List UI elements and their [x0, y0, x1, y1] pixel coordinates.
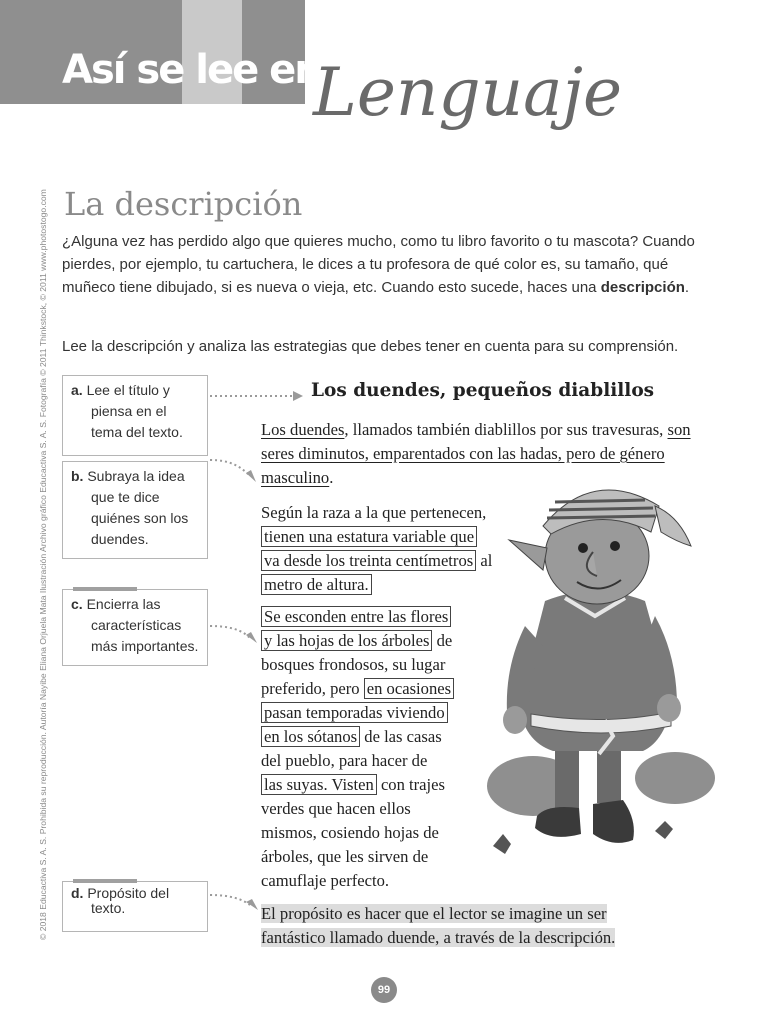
intro-bold-term: descripción [600, 279, 685, 296]
header-title-prefix: Así se lee en [62, 47, 321, 93]
header-title-script: Lenguaje [313, 54, 623, 131]
section-title: La descripción [64, 185, 303, 223]
step-c-tab [73, 587, 137, 591]
step-d-box: d. Propósito del texto. [62, 881, 208, 932]
arrow-b-icon [208, 456, 258, 486]
step-a-box: a. Lee el título y piensa en el tema del texto. [62, 375, 208, 456]
copyright-credit: © 2018 Educactiva S. A. S. Prohibida su reproducción. Autoría Nayibe Eliana Orjuela Mata Ilustración Archivo gráfico Educactiva S. A. S. Fotografía © 2011 Thinkstock, © 2011 www.photostogo.com [38, 189, 48, 940]
reading-paragraph-3: Se esconden entre las flores y las hojas de los árboles de bosques frondosos, su lugar preferido, pero en ocasiones pasan temporadas viviendo en los sótanos de las casas del pueblo, para hacer de las suyas. Visten con trajes verdes que hacen ellos mismos, cosiendo hojas de árboles, que les sirven de camuflaje perfecto. [261, 607, 453, 890]
step-d-tab [73, 879, 137, 883]
step-b-box: b. Subraya la idea que te dice quiénes son los duendes. [62, 461, 208, 559]
arrow-c-icon [208, 622, 260, 648]
reading-paragraph-1: Los duendes, llamados también diablillos por sus travesuras, son seres diminutos, emparentados con las hadas, pero de género masculino. [261, 420, 691, 487]
step-c-box: c. Encierra las características más importantes. [62, 589, 208, 666]
instruction-text: Lee la descripción y analiza las estrategias que debes tener en cuenta para su comprensión. [62, 338, 679, 355]
reading-paragraph-2: Según la raza a la que pertenecen, tienen una estatura variable que va desde los treinta centímetros al metro de altura. [261, 503, 493, 594]
purpose-text: El propósito es hacer que el lector se imagine un ser fantástico llamado duende, a través de la descripción. [261, 904, 616, 947]
arrow-a-icon [208, 388, 304, 404]
page-number: 99 [371, 977, 397, 1003]
intro-paragraph: ¿Alguna vez has perdido algo que quieres mucho, como tu libro favorito o tu mascota? Cuando pierdes, por ejemplo, tu cartuchera, le dices a tu profesora de qué color es, su tamaño, qué muñeco tiene dibujado, si es nueva o vieja, etc. Cuando esto sucede, haces una descripción. [62, 233, 695, 296]
reading-title: Los duendes, pequeños diablillos [311, 380, 655, 401]
goblin-illustration [485, 486, 715, 870]
arrow-d-icon [208, 891, 260, 917]
